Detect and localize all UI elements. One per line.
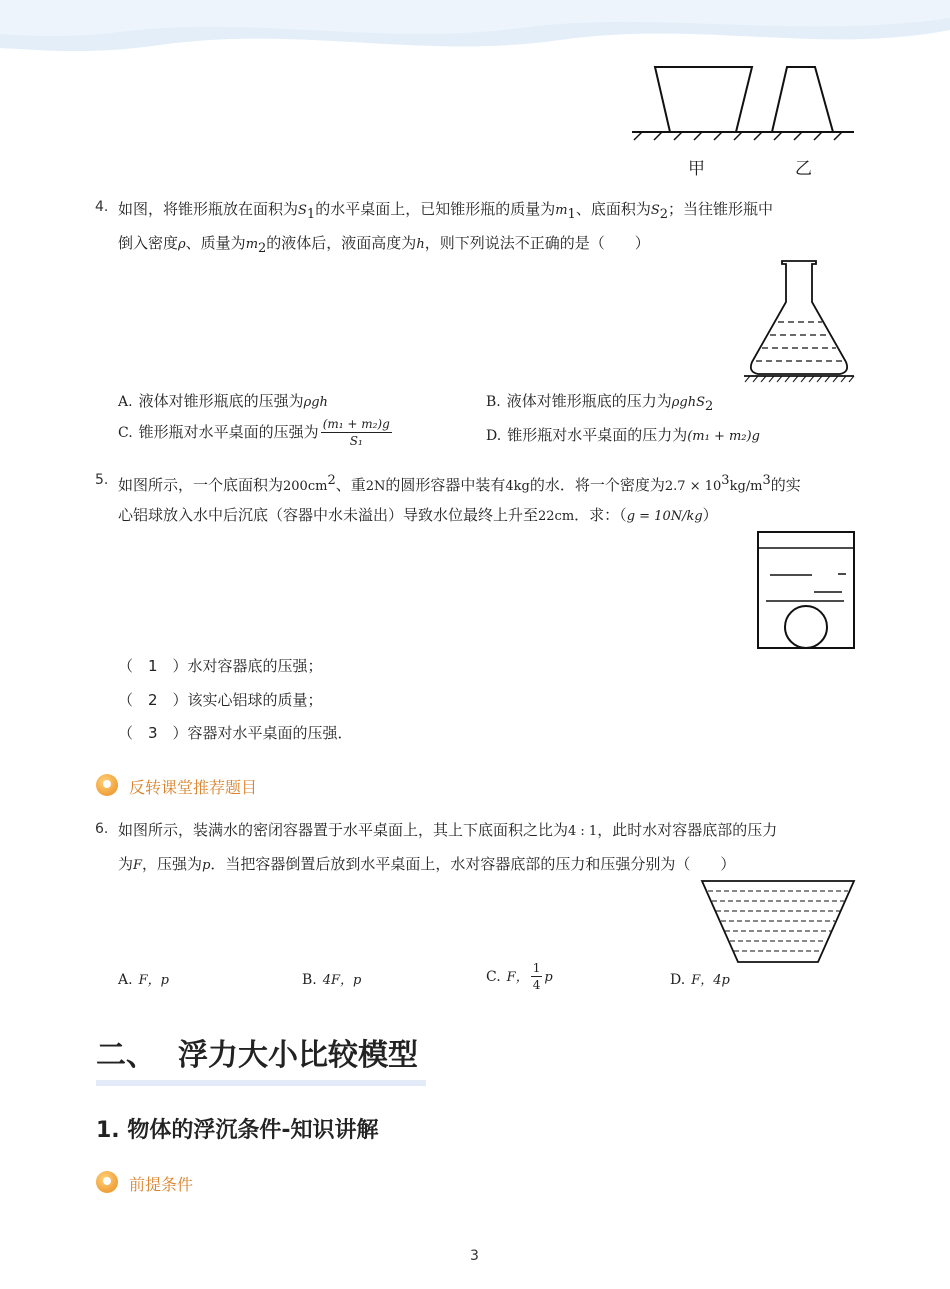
q6-option-b[interactable]: B. 4F，p (302, 972, 362, 988)
q5-subquestion-3: （ 3 ）容器对水平桌面的压强． (118, 724, 353, 742)
q4-option-b[interactable]: B. 液体对锥形瓶底的压力为ρghS$_2$ (486, 392, 714, 414)
question-4-number: 4. (95, 199, 109, 215)
label-jia: 甲 (688, 159, 705, 179)
section-label-flip-classroom: 反转课堂推荐题目 (129, 778, 258, 797)
question-4-line2: 倒入密度ρ、质量为$m_2$的液体后，液面高度为h，则下列说法不正确的是（ ） (118, 234, 650, 256)
header-wave-decoration (0, 0, 950, 70)
q5-subquestion-1: （ 1 ）水对容器底的压强； (118, 657, 323, 675)
lightbulb-icon (96, 774, 118, 796)
question-5-line1: 如图所示，一个底面积为$200cm^2$、重2N的圆形容器中装有4kg的水．将一个密度为$2.7 \times 10^3kg/m^3$的实 (118, 473, 801, 494)
page-number: 3 (470, 1248, 479, 1264)
question-5-line2: 心铝球放入水中后沉底（容器中水未溢出）导致水位最终上升至22cm．求：（g = 10N/kg） (118, 506, 718, 524)
q4-option-c[interactable]: C. 锥形瓶对水平桌面的压强为 $\frac{\text{(m₁ + m₂)g}}{\text{S₁}}$ (118, 417, 390, 448)
q4-option-d[interactable]: D. 锥形瓶对水平桌面的压力为(m₁ + m₂)g (486, 426, 760, 444)
q6-option-a[interactable]: A. F，p (118, 972, 169, 988)
lightbulb-icon (96, 1171, 118, 1193)
question-6-number: 6. (95, 821, 109, 837)
section-label-premise: 前提条件 (129, 1175, 194, 1194)
question-5-number: 5. (95, 472, 109, 488)
erlenmeyer-flask-figure (742, 258, 856, 384)
heading-underline (96, 1080, 426, 1086)
question-6-line1: 如图所示，装满水的密闭容器置于水平桌面上，其上下底面积之比为4 : 1，此时水对容器底部的压力 (118, 821, 778, 839)
q6-option-d[interactable]: D. F，4p (670, 972, 730, 988)
q6-option-c[interactable]: C. F， $\frac{1}{4}$ p (486, 961, 553, 992)
question-4-line1: 如图，将锥形瓶放在面积为$S_1$的水平桌面上，已知锥形瓶的质量为$m_1$、底面积为$S_2$；当往锥形瓶中 (118, 200, 774, 222)
trapezoid-container-figure (700, 878, 856, 966)
heading-buoyancy-model: 二、 浮力大小比较模型 (96, 1038, 418, 1073)
heading-float-sink-conditions: 1. 物体的浮沉条件-知识讲解 (96, 1118, 379, 1143)
container-with-ball-figure (756, 530, 856, 652)
question-6-line2: 为F，压强为p．当把容器倒置后放到水平桌面上，水对容器底部的压力和压强分别为（ ） (118, 855, 736, 873)
q5-subquestion-2: （ 2 ）该实心铝球的质量； (118, 691, 323, 709)
containers-jia-yi-figure (630, 64, 856, 142)
label-yi: 乙 (795, 159, 812, 179)
q4-option-a[interactable]: A. 液体对锥形瓶底的压强为ρgh (118, 392, 328, 410)
